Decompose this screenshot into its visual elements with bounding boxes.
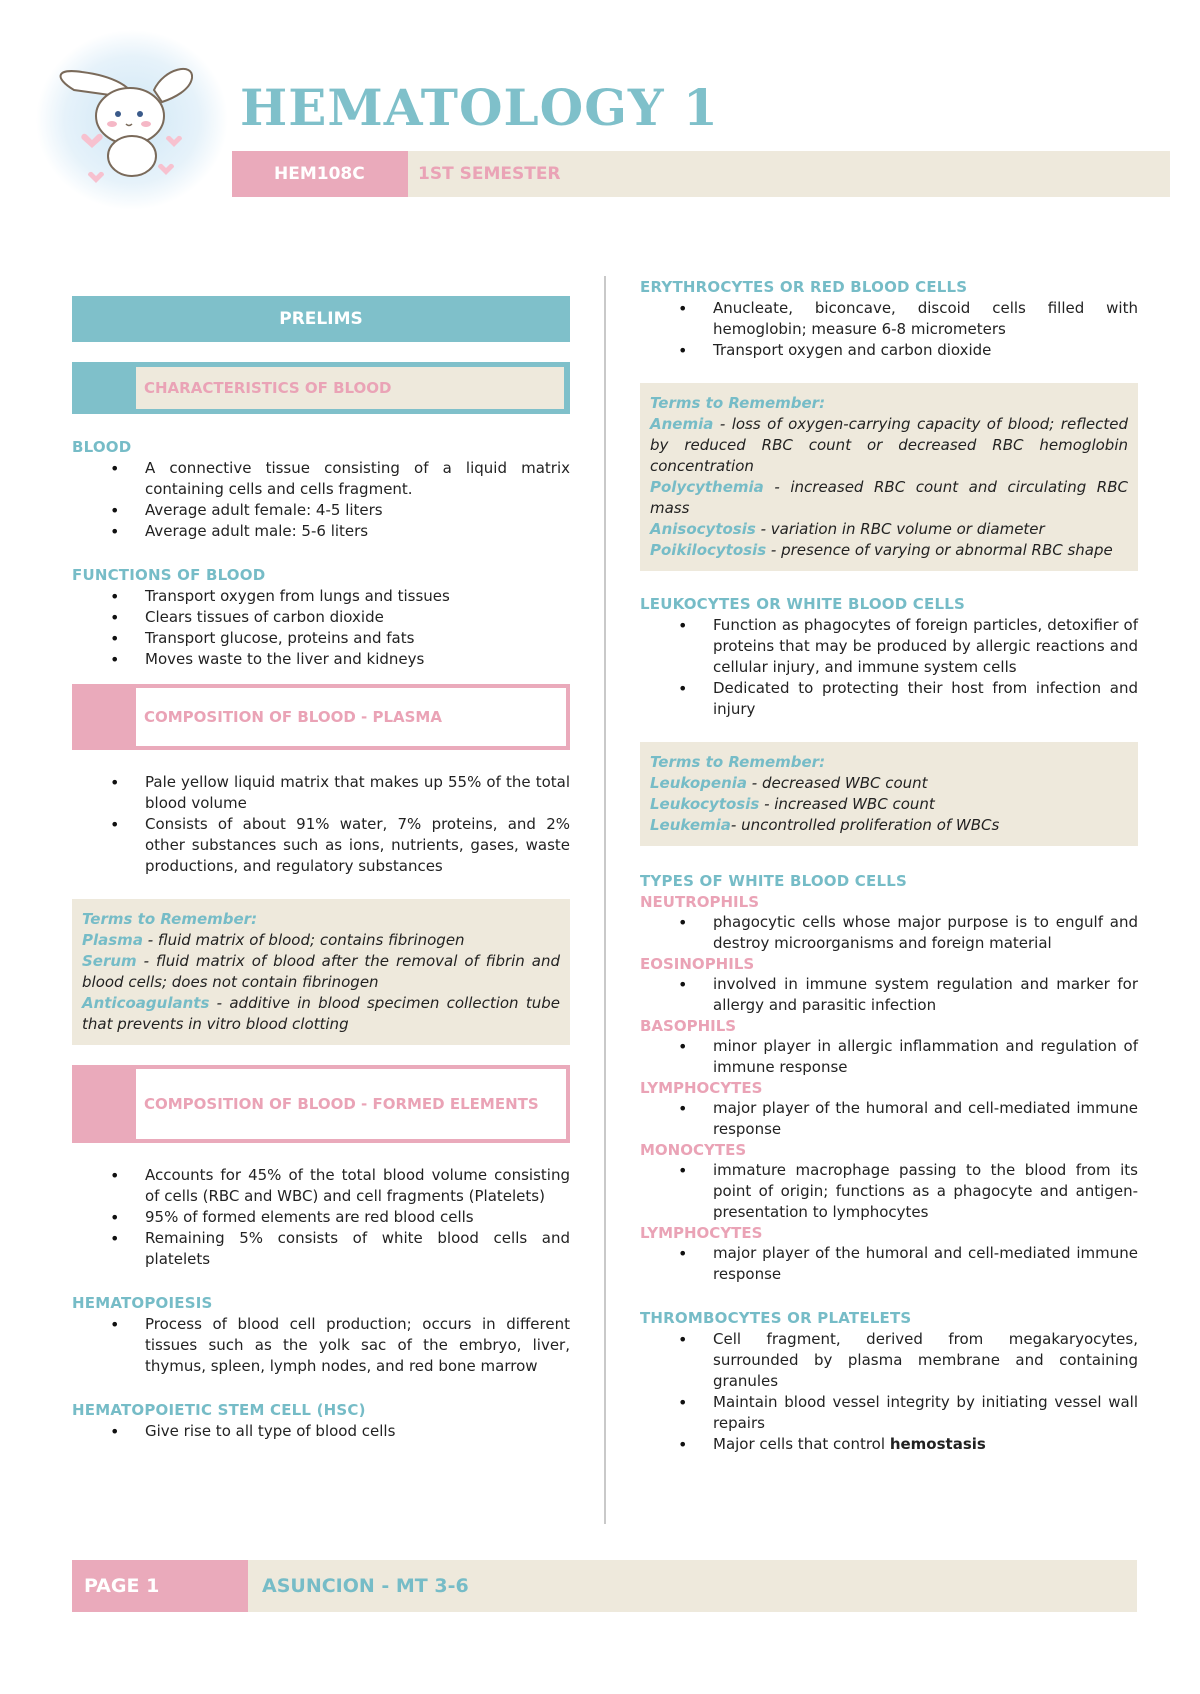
wbc-types-section bbox=[640, 870, 1138, 1285]
terms-heading: Terms to Remember: bbox=[82, 910, 258, 928]
neutrophils-list bbox=[640, 912, 1138, 954]
hematopoiesis-list bbox=[72, 1314, 570, 1377]
term-entry bbox=[650, 773, 1128, 794]
plasma-list bbox=[72, 772, 570, 877]
header-bar bbox=[232, 151, 1170, 197]
page-number: PAGE 1 bbox=[72, 1560, 248, 1612]
list-item: • Clears tissues of carbon dioxide bbox=[72, 607, 570, 628]
terms-heading: Terms to Remember: bbox=[650, 394, 826, 412]
left-column bbox=[72, 296, 570, 1442]
term-name: Anemia bbox=[650, 415, 714, 433]
list-item: • 95% of formed elements are red blood cells bbox=[72, 1207, 570, 1228]
term-entry bbox=[650, 815, 1128, 836]
lymphocytes-list bbox=[640, 1098, 1138, 1140]
lymphocytes-list-2 bbox=[640, 1243, 1138, 1285]
formed-elements-box bbox=[72, 1065, 570, 1143]
term-name: Anisocytosis bbox=[650, 520, 756, 538]
hemostasis-term: hemostasis bbox=[889, 1435, 986, 1453]
blood-section bbox=[72, 436, 570, 542]
list-item: • Average adult female: 4-5 liters bbox=[72, 500, 570, 521]
wbc-heading: LEUKOCYTES OR WHITE BLOOD CELLS bbox=[640, 595, 965, 613]
document-title: HEMATOLOGY 1 bbox=[240, 78, 719, 137]
lymphocytes-heading-2: LYMPHOCYTES bbox=[640, 1224, 763, 1242]
neutrophils-heading: NEUTROPHILS bbox=[640, 893, 760, 911]
term-definition: - increased WBC count bbox=[759, 795, 935, 813]
list-item: • Accounts for 45% of the total blood volume consisting of cells (RBC and WBC) and cell fragments (Platelets) bbox=[72, 1165, 570, 1207]
platelets-section bbox=[640, 1307, 1138, 1455]
list-item: • Maintain blood vessel integrity by initiating vessel wall repairs bbox=[640, 1392, 1138, 1434]
functions-list bbox=[72, 586, 570, 670]
term-name: Serum bbox=[82, 952, 137, 970]
formed-elements-list bbox=[72, 1165, 570, 1270]
monocytes-list bbox=[640, 1160, 1138, 1223]
list-item: • Moves waste to the liver and kidneys bbox=[72, 649, 570, 670]
term-entry bbox=[650, 519, 1128, 540]
list-item: • minor player in allergic inflammation and regulation of immune response bbox=[640, 1036, 1138, 1078]
list-item: • Remaining 5% consists of white blood cells and platelets bbox=[72, 1228, 570, 1270]
list-item: • Transport glucose, proteins and fats bbox=[72, 628, 570, 649]
plasma-heading: COMPOSITION OF BLOOD - PLASMA bbox=[136, 688, 566, 746]
term-entry bbox=[650, 540, 1128, 561]
mascot-illustration bbox=[34, 28, 230, 212]
rbc-terms-box bbox=[640, 383, 1138, 571]
list-item: • Cell fragment, derived from megakaryocytes, surrounded by plasma membrane and containing granules bbox=[640, 1329, 1138, 1392]
rbc-heading: ERYTHROCYTES OR RED BLOOD CELLS bbox=[640, 278, 968, 296]
lymphocytes-heading: LYMPHOCYTES bbox=[640, 1079, 763, 1097]
list-item: • Average adult male: 5-6 liters bbox=[72, 521, 570, 542]
term-definition: - increased RBC count and circulating RBC mass bbox=[650, 478, 1128, 517]
term-entry bbox=[82, 993, 560, 1035]
list-item: • immature macrophage passing to the blood from its point of origin; functions as a phagocyte and antigen-presentation to lymphocytes bbox=[640, 1160, 1138, 1223]
list-item: • major player of the humoral and cell-mediated immune response bbox=[640, 1243, 1138, 1285]
wbc-types-heading: TYPES OF WHITE BLOOD CELLS bbox=[640, 872, 907, 890]
term-definition: - fluid matrix of blood after the removal of fibrin and blood cells; does not contain fibrinogen bbox=[82, 952, 560, 991]
blood-list bbox=[72, 458, 570, 542]
characteristics-heading: CHARACTERISTICS OF BLOOD bbox=[136, 367, 564, 409]
term-name: Polycythemia bbox=[650, 478, 764, 496]
functions-section bbox=[72, 564, 570, 670]
wbc-section bbox=[640, 593, 1138, 720]
column-divider bbox=[604, 276, 606, 1524]
wbc-list bbox=[640, 615, 1138, 720]
list-item: • Give rise to all type of blood cells bbox=[72, 1421, 570, 1442]
term-definition: - fluid matrix of blood; contains fibrinogen bbox=[142, 931, 465, 949]
terms-heading: Terms to Remember: bbox=[650, 753, 826, 771]
list-item: • Process of blood cell production; occurs in different tissues such as the yolk sac of the embryo, liver, thymus, spleen, lymph nodes, and red bone marrow bbox=[72, 1314, 570, 1377]
author-label: ASUNCION - MT 3-6 bbox=[262, 1575, 469, 1597]
footer-bar bbox=[72, 1560, 1137, 1612]
rbc-section bbox=[640, 276, 1138, 361]
term-definition: - decreased WBC count bbox=[747, 774, 928, 792]
term-definition: - variation in RBC volume or diameter bbox=[755, 520, 1045, 538]
list-item: • Pale yellow liquid matrix that makes up 55% of the total blood volume bbox=[72, 772, 570, 814]
basophils-heading: BASOPHILS bbox=[640, 1017, 737, 1035]
rbc-list bbox=[640, 298, 1138, 361]
term-name: Leukopenia bbox=[650, 774, 748, 792]
list-item bbox=[640, 1434, 1138, 1455]
term-definition: - additive in blood specimen collection tube that prevents in vitro blood clotting bbox=[82, 994, 560, 1033]
term-name: Poikilocytosis bbox=[650, 541, 767, 559]
hsc-list bbox=[72, 1421, 570, 1442]
monocytes-heading: MONOCYTES bbox=[640, 1141, 747, 1159]
term-definition: - uncontrolled proliferation of WBCs bbox=[730, 816, 1000, 834]
plasma-box bbox=[72, 684, 570, 750]
list-item-text: Major cells that control bbox=[713, 1435, 890, 1453]
term-entry bbox=[82, 951, 560, 993]
list-item: • A connective tissue consisting of a liquid matrix containing cells and cells fragment. bbox=[72, 458, 570, 500]
formed-elements-heading: COMPOSITION OF BLOOD - FORMED ELEMENTS bbox=[136, 1069, 566, 1139]
right-column bbox=[640, 276, 1138, 1455]
term-name: Leukocytosis bbox=[650, 795, 760, 813]
hsc-section bbox=[72, 1399, 570, 1442]
term-definition: - presence of varying or abnormal RBC shape bbox=[766, 541, 1113, 559]
course-code-badge: HEM108C bbox=[232, 151, 408, 197]
platelets-heading: THROMBOCYTES OR PLATELETS bbox=[640, 1309, 912, 1327]
list-item: • Transport oxygen and carbon dioxide bbox=[640, 340, 1138, 361]
functions-heading: FUNCTIONS OF BLOOD bbox=[72, 566, 266, 584]
semester-label: 1ST SEMESTER bbox=[418, 164, 561, 184]
characteristics-box bbox=[72, 362, 570, 414]
term-entry bbox=[82, 930, 560, 951]
wbc-terms-box bbox=[640, 742, 1138, 846]
platelets-list bbox=[640, 1329, 1138, 1455]
term-name: Anticoagulants bbox=[82, 994, 210, 1012]
list-item: • major player of the humoral and cell-mediated immune response bbox=[640, 1098, 1138, 1140]
term-entry bbox=[650, 477, 1128, 519]
term-name: Plasma bbox=[82, 931, 143, 949]
plasma-terms-box bbox=[72, 899, 570, 1045]
basophils-list bbox=[640, 1036, 1138, 1078]
term-entry bbox=[650, 414, 1128, 477]
list-item: • Transport oxygen from lungs and tissues bbox=[72, 586, 570, 607]
blood-heading: BLOOD bbox=[72, 438, 132, 456]
term-name: Leukemia bbox=[650, 816, 731, 834]
list-item: • phagocytic cells whose major purpose is to engulf and destroy microorganisms and foreign material bbox=[640, 912, 1138, 954]
list-item: • Consists of about 91% water, 7% proteins, and 2% other substances such as ions, nutrients, gases, waste productions, and regulatory substances bbox=[72, 814, 570, 877]
list-item: • Dedicated to protecting their host from infection and injury bbox=[640, 678, 1138, 720]
prelims-banner: PRELIMS bbox=[72, 296, 570, 342]
hsc-heading: HEMATOPOIETIC STEM CELL (HSC) bbox=[72, 1401, 366, 1419]
list-item: • involved in immune system regulation and marker for allergy and parasitic infection bbox=[640, 974, 1138, 1016]
eosinophils-heading: EOSINOPHILS bbox=[640, 955, 755, 973]
term-definition: - loss of oxygen-carrying capacity of blood; reflected by reduced RBC count or decreased RBC hemoglobin concentration bbox=[650, 415, 1128, 475]
hematopoiesis-heading: HEMATOPOIESIS bbox=[72, 1294, 213, 1312]
list-item: • Function as phagocytes of foreign particles, detoxifier of proteins that may be produced by allergic reactions and cellular injury, and immune system cells bbox=[640, 615, 1138, 678]
hematopoiesis-section bbox=[72, 1292, 570, 1377]
eosinophils-list bbox=[640, 974, 1138, 1016]
list-item: • Anucleate, biconcave, discoid cells filled with hemoglobin; measure 6-8 micrometers bbox=[640, 298, 1138, 340]
term-entry bbox=[650, 794, 1128, 815]
